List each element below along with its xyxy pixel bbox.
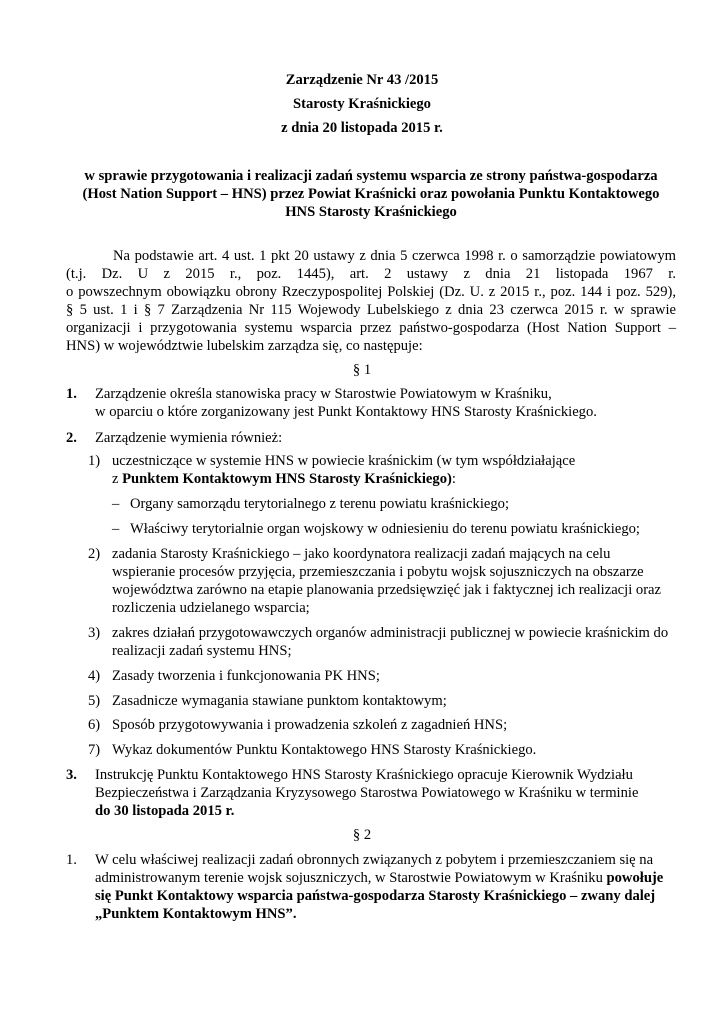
document-title: Zarządzenie Nr 43 /2015 — [285, 72, 439, 88]
section-2-title: § 2 — [352, 827, 372, 843]
sub-item-text: rozliczenia udzielanego wsparcia; — [112, 600, 310, 616]
sub-item-text-part: z — [112, 471, 123, 487]
item-text: „Punktem Kontaktowym HNS”. — [95, 906, 297, 922]
item-number: 3. — [66, 767, 77, 783]
item-text: Instrukcję Punktu Kontaktowego HNS Starosty Kraśnickiego opracuje Kierownik Wydziału — [95, 767, 633, 783]
item-number: 1. — [66, 852, 77, 868]
item-text: Bezpieczeństwa i Zarządzania Kryzysowego Starostwa Powiatowego w Kraśniku w terminie — [95, 785, 639, 801]
sub-item-text — [112, 470, 456, 488]
subject-line: HNS Starosty Kraśnickiego — [285, 204, 457, 220]
preamble — [66, 247, 676, 355]
issuer-name: Starosty Kraśnickiego — [293, 96, 431, 112]
item-text: Zarządzenie określa stanowiska pracy w Starostwie Powiatowym w Kraśniku, — [95, 386, 552, 402]
item-text — [95, 869, 663, 887]
item-text: Zarządzenie wymienia również: — [95, 430, 283, 446]
item-number: 2. — [66, 430, 77, 446]
subject-line: (Host Nation Support – HNS) przez Powiat Kraśnicki oraz powołania Punktu Kontaktowego — [82, 186, 660, 202]
preamble-line: § 5 ust. 1 i § 7 Zarządzenia Nr 115 Wojewody Lubelskiego z dnia 23 czerwca 2015 r. w sprawie — [66, 302, 676, 318]
sub-item-number: 1) — [88, 453, 101, 469]
sub-item-number: 2) — [88, 546, 101, 562]
sub-item-text: uczestniczące w systemie HNS w powiecie kraśnickim (w tym współdziałające — [112, 453, 576, 469]
dash-item-text: Organy samorządu terytorialnego z terenu powiatu kraśnickiego; — [130, 496, 510, 512]
sub-item-text: zadania Starosty Kraśnickiego – jako koordynatora realizacji zadań mających na celu — [112, 546, 611, 562]
item-text: się Punkt Kontaktowy wsparcia państwa-gospodarza Starosty Kraśnickiego – zwany dalej — [95, 888, 656, 904]
issue-date: z dnia 20 listopada 2015 r. — [281, 120, 443, 136]
dash-bullet: – — [112, 521, 120, 537]
dash-bullet: – — [112, 496, 120, 512]
sub-item-text: Zasady tworzenia i funkcjonowania PK HNS; — [112, 668, 380, 684]
sub-item-text: wspieranie procesów przyjęcia, przemieszczania i pobytu wojsk sojuszniczych na obszarze — [112, 564, 644, 580]
sub-item-text: realizacji zadań systemu HNS; — [112, 643, 292, 659]
sub-item-text: zakres działań przygotowawczych organów administracji publicznej w powiecie kraśnickim do — [112, 625, 669, 641]
sub-item-text: Sposób przygotowywania i prowadzenia szkoleń z zagadnień HNS; — [112, 717, 508, 733]
preamble-line: Na podstawie art. 4 ust. 1 pkt 20 ustawy z dnia 5 czerwca 1998 r. o samorządzie powiatowym — [113, 248, 676, 264]
preamble-line: organizacji i przygotowania systemu wsparcia przez państwo-gospodarza (Host Nation Support – — [66, 320, 676, 336]
sub-item-number: 4) — [88, 668, 101, 684]
subject-block — [66, 167, 676, 221]
deadline-text: do 30 listopada 2015 r. — [95, 803, 235, 819]
preamble-line: o powszechnym obowiązku obrony Rzeczypospolitej Polskiej (Dz. U. z 2015 r., poz. 144 i poz. 529), — [66, 284, 676, 300]
item-text: w oparciu o które zorganizowany jest Punkt Kontaktowy HNS Starosty Kraśnickiego. — [95, 404, 597, 420]
sub-item-text-part: : — [451, 471, 456, 487]
item-text: W celu właściwej realizacji zadań obronnych związanych z pobytem i przemieszczaniem się na — [95, 852, 654, 868]
sub-item-number: 7) — [88, 742, 101, 758]
sub-item-text-bold: Punktem Kontaktowym HNS Starosty Kraśnickiego) — [122, 471, 452, 487]
sub-item-number: 6) — [88, 717, 101, 733]
sub-item-text: Wykaz dokumentów Punktu Kontaktowego HNS Starosty Kraśnickiego. — [112, 742, 537, 758]
item-text-part: administrowanym terenie wojsk sojuszniczych, w Starostwie Powiatowym w Kraśniku — [95, 870, 607, 886]
preamble-line: (t.j. Dz. U z 2015 r., poz. 1445), art. 2 ustawy z dnia 21 listopada 1967 r. — [66, 266, 676, 282]
item-text-bold: powołuje — [606, 870, 664, 886]
sub-item-number: 5) — [88, 693, 101, 709]
dash-item-text: Właściwy terytorialnie organ wojskowy w odniesieniu do terenu powiatu kraśnickiego; — [130, 521, 640, 537]
sub-item-number: 3) — [88, 625, 101, 641]
preamble-line: HNS) w województwie lubelskim zarządza się, co następuje: — [66, 338, 423, 354]
item-number: 1. — [66, 386, 77, 402]
section-1-title: § 1 — [352, 362, 372, 378]
sub-item-text: Zasadnicze wymagania stawiane punktom kontaktowym; — [112, 693, 447, 709]
sub-item-text: województwa zarówno na etapie planowania przedsięwzięć jak i faktycznej ich realizacji oraz — [112, 582, 662, 598]
subject-line: w sprawie przygotowania i realizacji zadań systemu wsparcia ze strony państwa-gospodarza — [84, 168, 658, 184]
